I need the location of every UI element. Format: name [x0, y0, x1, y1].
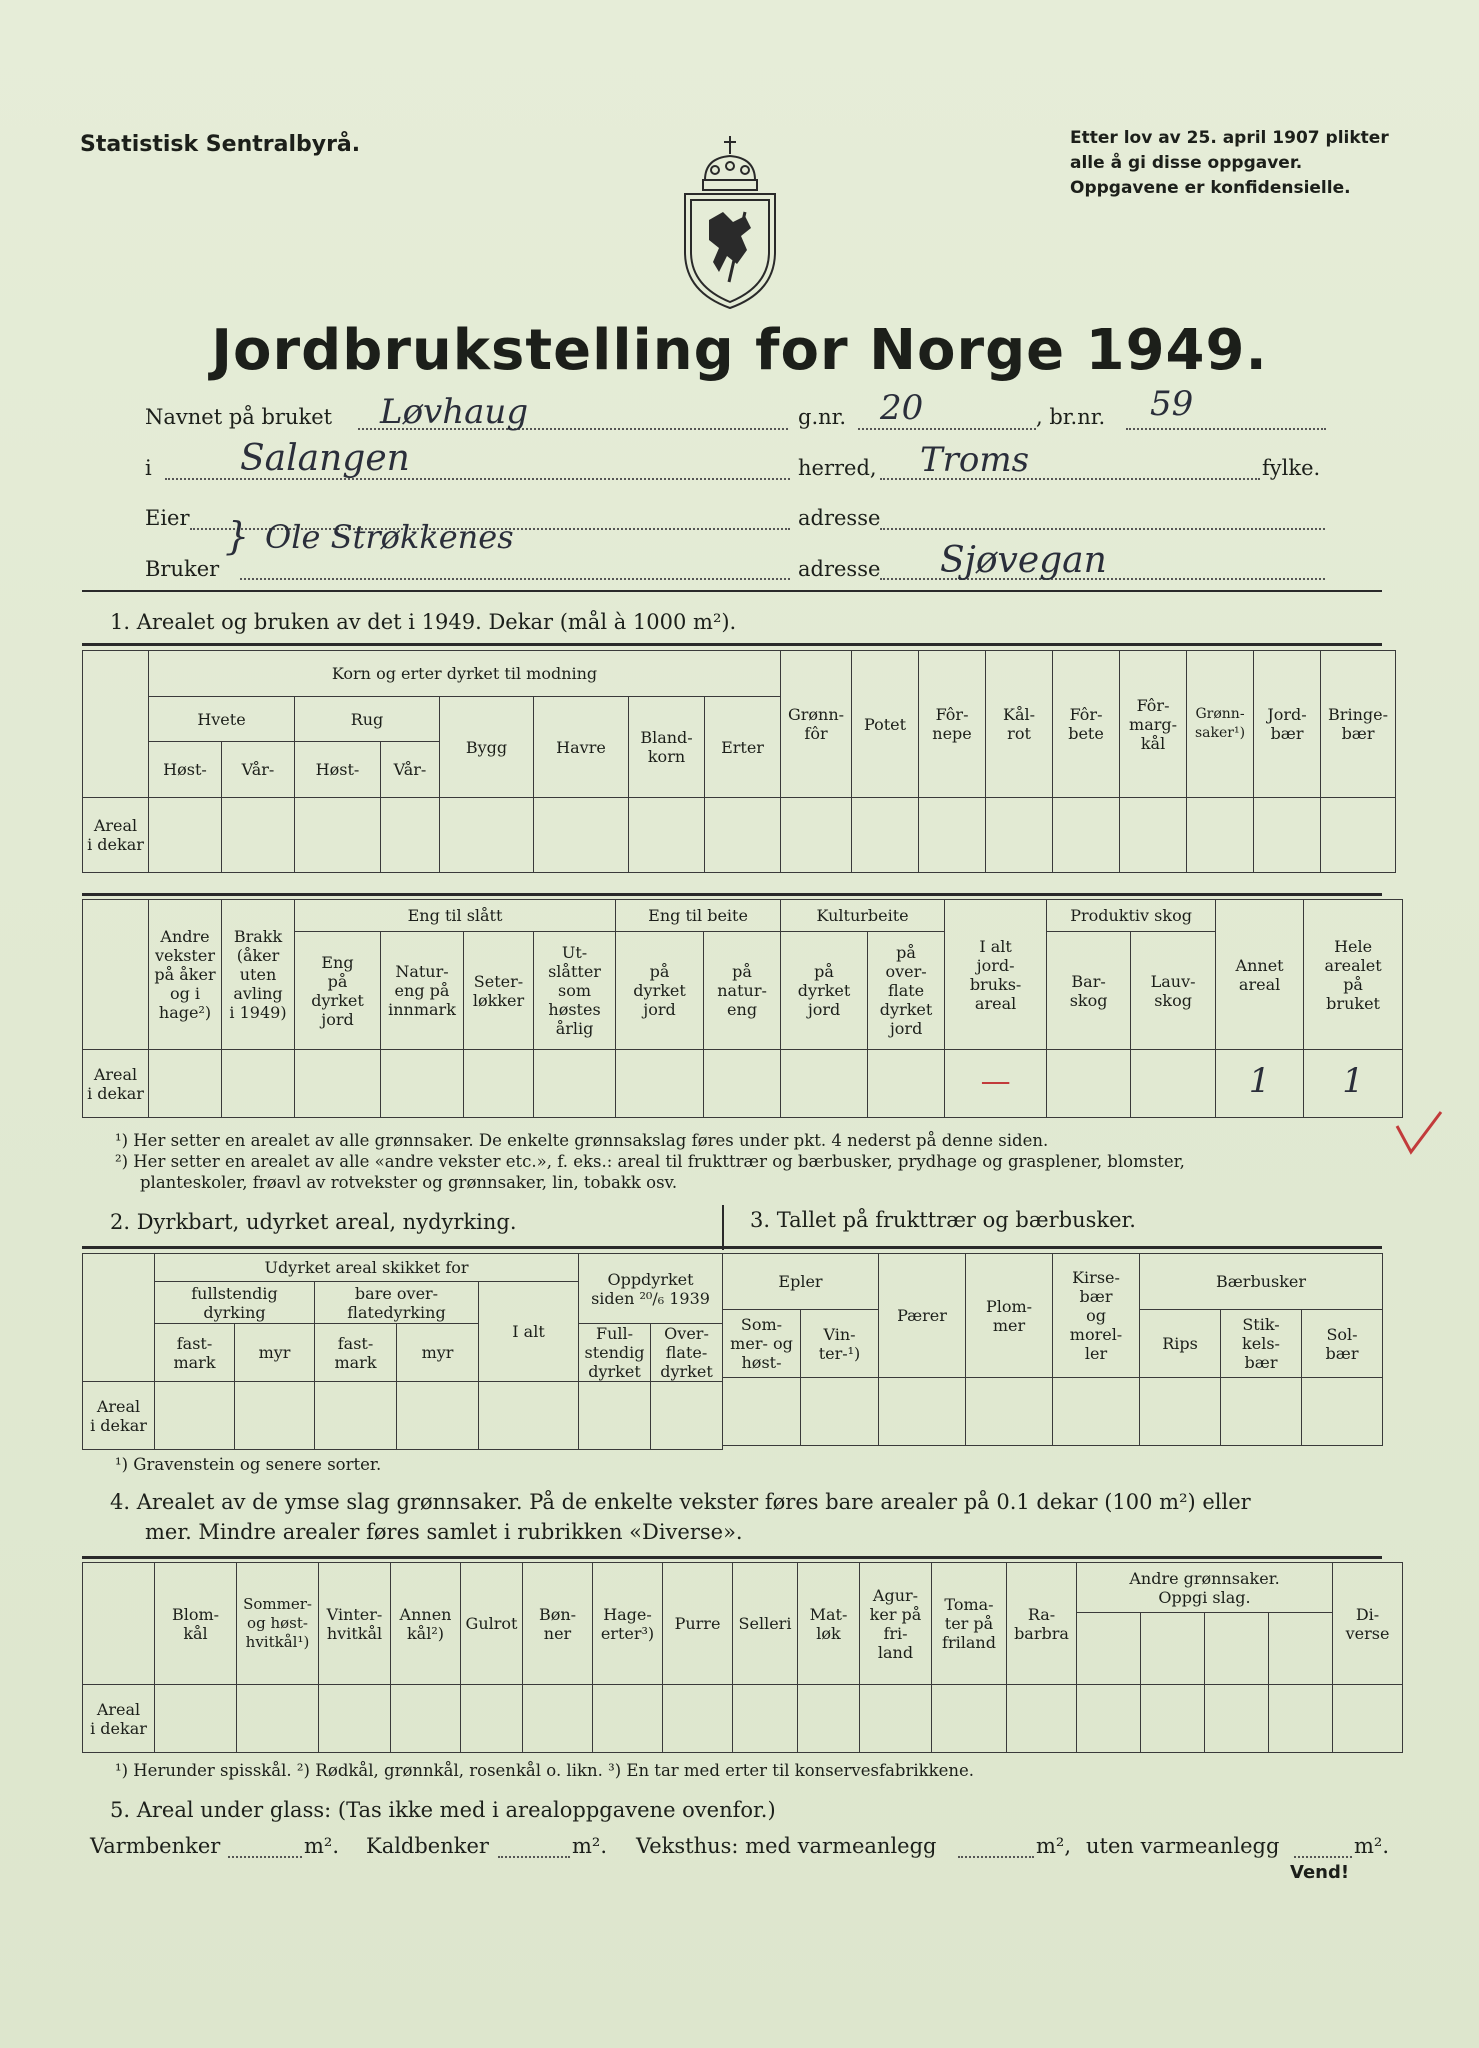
- input-cell[interactable]: [932, 1685, 1007, 1753]
- notice-line-2: alle å gi disse oppgaver.: [1070, 153, 1303, 173]
- col-hvete: Hvete: [149, 697, 295, 742]
- legal-notice: [1070, 126, 1389, 201]
- input-cell[interactable]: [1321, 798, 1396, 873]
- col-fastmark-1: fast- mark: [155, 1324, 235, 1382]
- input-cell[interactable]: [391, 1685, 461, 1753]
- land-use-table: [82, 899, 1403, 1118]
- veksthus-label: Veksthus: med varmeanlegg: [636, 1834, 937, 1858]
- input-cell[interactable]: [723, 1378, 801, 1446]
- udyrket-header: Udyrket areal skikket for: [155, 1254, 579, 1282]
- input-cell[interactable]: [801, 1378, 879, 1446]
- col-hele: Hele arealet på bruket: [1304, 900, 1403, 1050]
- col-bringebaer: Bringe- bær: [1321, 651, 1396, 798]
- col-myr-1: myr: [235, 1324, 315, 1382]
- input-cell[interactable]: [523, 1685, 593, 1753]
- input-cell[interactable]: [1053, 1378, 1140, 1446]
- col-eng-dyrket: Eng på dyrket jord: [295, 932, 381, 1050]
- input-cell[interactable]: [295, 798, 381, 873]
- input-cell[interactable]: [629, 798, 705, 873]
- uten-label: uten varmeanlegg: [1086, 1834, 1280, 1858]
- input-cell[interactable]: [663, 1685, 733, 1753]
- kulturbeite-header: Kulturbeite: [781, 900, 945, 932]
- col-hvete-host: Høst-: [149, 742, 222, 798]
- input-cell[interactable]: [986, 798, 1053, 873]
- input-cell[interactable]: [295, 1050, 381, 1118]
- user-label: Bruker: [145, 557, 220, 581]
- notice-line-1: Etter lov av 25. april 1907 plikter: [1070, 128, 1389, 148]
- input-cell[interactable]: [1254, 798, 1321, 873]
- input-cell[interactable]: [1053, 798, 1120, 873]
- input-cell[interactable]: [1141, 1685, 1205, 1753]
- varmbenker-unit: m².: [304, 1834, 340, 1858]
- col-erter: Erter: [705, 697, 781, 798]
- input-cell[interactable]: [616, 1050, 704, 1118]
- epler-header: Epler: [723, 1254, 879, 1310]
- col-myr-2: myr: [397, 1324, 479, 1382]
- eng-beite-header: Eng til beite: [616, 900, 781, 932]
- input-cell[interactable]: [879, 1378, 966, 1446]
- brnr-value: 59: [1150, 384, 1194, 424]
- col-i-alt: I alt jord- bruks- areal: [945, 900, 1047, 1050]
- user-address-label: adresse: [798, 557, 881, 581]
- owner-address-label: adresse: [798, 506, 881, 530]
- grain-group-header: Korn og erter dyrket til modning: [149, 651, 781, 697]
- row-label-area: Areal i dekar: [83, 1382, 155, 1450]
- input-cell-annet[interactable]: [1216, 1050, 1304, 1118]
- vegetables-table: [82, 1562, 1403, 1753]
- input-cell[interactable]: [1302, 1378, 1383, 1446]
- farm-name-value: Løvhaug: [380, 392, 529, 432]
- input-cell[interactable]: [868, 1050, 945, 1118]
- section4-heading-2: mer. Mindre arealer føres samlet i rubrikken «Diverse».: [145, 1520, 743, 1544]
- section2-heading: 2. Dyrkbart, udyrket areal, nydyrking.: [110, 1210, 517, 1234]
- input-cell-hele[interactable]: [1304, 1050, 1403, 1118]
- address-value: Sjøvegan: [940, 540, 1107, 581]
- col-overflate: Over- flate- dyrket: [651, 1324, 723, 1382]
- input-cell[interactable]: [149, 798, 222, 873]
- input-cell[interactable]: [381, 798, 440, 873]
- input-cell[interactable]: [479, 1382, 579, 1450]
- uten-unit: m².: [1354, 1834, 1390, 1858]
- fruit-trees-table: [722, 1253, 1383, 1446]
- fylke-label: fylke.: [1262, 456, 1321, 480]
- section5-heading: 5. Areal under glass: (Tas ikke med i arealoppgavene ovenfor.): [110, 1798, 776, 1822]
- col-forbete: Fôr- bete: [1053, 651, 1120, 798]
- herred-label: herred,: [798, 456, 877, 480]
- col-rug-var: Vår-: [381, 742, 440, 798]
- herred-value: Salangen: [240, 438, 410, 479]
- skog-header: Produktiv skog: [1047, 900, 1216, 932]
- input-cell[interactable]: [781, 798, 852, 873]
- kaldbenker-unit: m².: [572, 1834, 608, 1858]
- input-cell[interactable]: [534, 1050, 616, 1118]
- input-cell[interactable]: [1205, 1685, 1269, 1753]
- coat-of-arms-icon: [675, 132, 785, 312]
- input-cell-i-alt[interactable]: [945, 1050, 1047, 1118]
- col-jordbaer: Jord- bær: [1254, 651, 1321, 798]
- input-cell[interactable]: [1047, 1050, 1131, 1118]
- input-cell[interactable]: [852, 798, 919, 873]
- input-cell[interactable]: [593, 1685, 663, 1753]
- input-cell[interactable]: [798, 1685, 860, 1753]
- veg-col-tomater: Toma- ter på friland: [932, 1563, 1007, 1685]
- input-cell[interactable]: [651, 1382, 723, 1450]
- input-cell[interactable]: [860, 1685, 932, 1753]
- col-beite-dyrket: på dyrket jord: [616, 932, 704, 1050]
- footnote-1: ¹) Her setter en arealet av alle grønnsaker. De enkelte grønnsakslag føres under pkt. 4 nederst på denne siden.: [115, 1131, 1049, 1150]
- col-rug-host: Høst-: [295, 742, 381, 798]
- col-barskog: Bar- skog: [1047, 932, 1131, 1050]
- col-vinter: Vin- ter-¹): [801, 1310, 879, 1378]
- col-sommer-host: Som- mer- og høst-: [723, 1310, 801, 1378]
- fylke-value: Troms: [920, 440, 1030, 480]
- eng-slatt-header: Eng til slått: [295, 900, 616, 932]
- crops-table: [82, 650, 1396, 873]
- col-stikkelsbaer: Stik- kels- bær: [1221, 1310, 1302, 1378]
- veg-col-purre: Purre: [663, 1563, 733, 1685]
- farm-name-label: Navnet på bruket: [145, 405, 333, 429]
- gnr-value: 20: [880, 388, 924, 428]
- input-cell[interactable]: [733, 1685, 798, 1753]
- input-cell[interactable]: [1140, 1378, 1221, 1446]
- form-title: Jordbrukstelling for Norge 1949.: [211, 318, 1268, 383]
- full-header: fullstendig dyrking: [155, 1282, 315, 1324]
- bureau-name: Statistisk Sentralbyrå.: [80, 132, 361, 157]
- andre-gronnsaker-header: Andre grønnsaker. Oppgi slag.: [1077, 1563, 1333, 1613]
- section4-footnote: ¹) Herunder spisskål. ²) Rødkål, grønnkål, rosenkål o. likn. ³) En tar med erter til konservesfabrikkene.: [115, 1761, 975, 1780]
- col-beite-natur: på natur- eng: [704, 932, 781, 1050]
- col-utslatter: Ut- slåtter som høstes årlig: [534, 932, 616, 1050]
- input-cell[interactable]: [781, 1050, 868, 1118]
- section4-heading-1: 4. Arealet av de ymse slag grønnsaker. På de enkelte vekster føres bare arealer på 0.1 dekar (100 m²) eller: [110, 1490, 1251, 1514]
- kaldbenker-label: Kaldbenker: [366, 1834, 489, 1858]
- input-cell[interactable]: [1120, 798, 1187, 873]
- footnote-2a: ²) Her setter en arealet av alle «andre vekster etc.», f. eks.: areal til frukttrær og bærbusker, prydhage og grasplener, blomster,: [115, 1152, 1185, 1171]
- col-gronnsaker: Grønn- saker¹): [1187, 651, 1254, 798]
- input-cell[interactable]: [397, 1382, 479, 1450]
- footnote-2b: planteskoler, frøavl av rotvekster og grønnsaker, lin, tobakk osv.: [140, 1173, 678, 1192]
- col-annet: Annet areal: [1216, 900, 1304, 1050]
- input-cell[interactable]: [222, 798, 295, 873]
- col-fornepe: Fôr- nepe: [919, 651, 986, 798]
- input-cell[interactable]: [222, 1050, 295, 1118]
- input-cell[interactable]: [704, 1050, 781, 1118]
- input-cell[interactable]: [1333, 1685, 1403, 1753]
- oppdyrket-header: Oppdyrket siden ²⁰/₆ 1939: [579, 1254, 723, 1324]
- col-havre: Havre: [534, 697, 629, 798]
- input-cell[interactable]: [319, 1685, 391, 1753]
- input-cell[interactable]: [1077, 1685, 1141, 1753]
- row-label-area: Areal i dekar: [83, 1685, 155, 1753]
- veg-col-sommerhvitkal: Sommer- og høst- hvitkål¹): [237, 1563, 319, 1685]
- other-veg-name-cell[interactable]: [1205, 1613, 1269, 1685]
- red-dash-mark: —: [980, 1064, 1011, 1099]
- col-kirsebaer: Kirse- bær og morel- ler: [1053, 1254, 1140, 1378]
- col-kultur-dyrket: på dyrket jord: [781, 932, 868, 1050]
- brnr-label: , br.nr.: [1036, 405, 1106, 429]
- in-label: i: [145, 456, 152, 480]
- input-cell[interactable]: [705, 798, 781, 873]
- row-label-area: Areal i dekar: [83, 1050, 149, 1118]
- col-formargkal: Fôr- marg- kål: [1120, 651, 1187, 798]
- input-cell[interactable]: [464, 1050, 534, 1118]
- veg-col-gulrot: Gulrot: [461, 1563, 523, 1685]
- input-cell[interactable]: [534, 798, 629, 873]
- veg-col-agurker: Agur- ker på fri- land: [860, 1563, 932, 1685]
- col-hvete-var: Vår-: [222, 742, 295, 798]
- veg-col-blomkal: Blom- kål: [155, 1563, 237, 1685]
- input-cell[interactable]: [1131, 1050, 1216, 1118]
- col-andre-vekster: Andre vekster på åker og i hage²): [149, 900, 222, 1050]
- input-cell[interactable]: [235, 1382, 315, 1450]
- col-kultur-overflate: på over- flate dyrket jord: [868, 932, 945, 1050]
- input-cell[interactable]: [155, 1685, 237, 1753]
- section2-footnote: ¹) Gravenstein og senere sorter.: [115, 1455, 382, 1474]
- veg-col-bonner: Bøn- ner: [523, 1563, 593, 1685]
- veg-col-annenkal: Annen kål²): [391, 1563, 461, 1685]
- section1-heading: 1. Arealet og bruken av det i 1949. Dekar (mål à 1000 m²).: [110, 610, 737, 634]
- col-rips: Rips: [1140, 1310, 1221, 1378]
- other-veg-name-cell[interactable]: [1141, 1613, 1205, 1685]
- gnr-label: g.nr.: [798, 405, 847, 429]
- col-gronnfor: Grønn- fôr: [781, 651, 852, 798]
- input-cell[interactable]: [966, 1378, 1053, 1446]
- input-cell[interactable]: [155, 1382, 235, 1450]
- col-blandkorn: Bland- korn: [629, 697, 705, 798]
- col-fastmark-2: fast- mark: [315, 1324, 397, 1382]
- turn-page-label: Vend!: [1290, 1862, 1350, 1883]
- bare-header: bare over- flatedyrking: [315, 1282, 479, 1324]
- input-cell[interactable]: [1269, 1685, 1333, 1753]
- red-checkmark-icon: [1393, 1108, 1445, 1158]
- col-bygg: Bygg: [440, 697, 534, 798]
- section3-heading: 3. Tallet på frukttrær og bærbusker.: [750, 1208, 1136, 1232]
- col-lauvskog: Lauv- skog: [1131, 932, 1216, 1050]
- col-brakk: Brakk (åker uten avling i 1949): [222, 900, 295, 1050]
- veksthus-unit: m²,: [1036, 1834, 1072, 1858]
- col-potet: Potet: [852, 651, 919, 798]
- input-cell[interactable]: [149, 1050, 222, 1118]
- col-paerer: Pærer: [879, 1254, 966, 1378]
- input-cell[interactable]: [1221, 1378, 1302, 1446]
- col-kalrot: Kål- rot: [986, 651, 1053, 798]
- input-cell[interactable]: [237, 1685, 319, 1753]
- col-seter: Seter- løkker: [464, 932, 534, 1050]
- col-i-alt: I alt: [479, 1282, 579, 1382]
- veg-col-rabarbra: Ra- barbra: [1007, 1563, 1077, 1685]
- baerbusker-header: Bærbusker: [1140, 1254, 1383, 1310]
- input-cell[interactable]: [440, 798, 534, 873]
- input-cell[interactable]: [315, 1382, 397, 1450]
- col-naturgeng: Natur- eng på innmark: [381, 932, 464, 1050]
- veg-col-matlok: Mat- løk: [798, 1563, 860, 1685]
- uncultivated-table: [82, 1253, 723, 1450]
- col-plommer: Plom- mer: [966, 1254, 1053, 1378]
- col-fullstendig: Full- stendig dyrket: [579, 1324, 651, 1382]
- input-cell[interactable]: [381, 1050, 464, 1118]
- hele-value: 1: [1342, 1060, 1364, 1101]
- input-cell[interactable]: [461, 1685, 523, 1753]
- notice-line-3: Oppgavene er konfidensielle.: [1070, 178, 1351, 198]
- owner-user-value: Ole Strøkkenes: [265, 518, 514, 556]
- other-veg-name-cell[interactable]: [1269, 1613, 1333, 1685]
- col-rug: Rug: [295, 697, 440, 742]
- input-cell[interactable]: [1007, 1685, 1077, 1753]
- brace-mark: }: [225, 514, 250, 558]
- col-solbaer: Sol- bær: [1302, 1310, 1383, 1378]
- veg-col-hageerter: Hage- erter³): [593, 1563, 663, 1685]
- input-cell[interactable]: [1187, 798, 1254, 873]
- varmbenker-label: Varmbenker: [90, 1834, 221, 1858]
- veg-col-vinterhvitkal: Vinter- hvitkål: [319, 1563, 391, 1685]
- row-label-area: Areal i dekar: [83, 798, 149, 873]
- annet-value: 1: [1248, 1060, 1271, 1101]
- other-veg-name-cell[interactable]: [1077, 1613, 1141, 1685]
- veg-col-diverse: Di- verse: [1333, 1563, 1403, 1685]
- owner-label: Eier: [145, 506, 190, 530]
- input-cell[interactable]: [579, 1382, 651, 1450]
- input-cell[interactable]: [919, 798, 986, 873]
- veg-col-selleri: Selleri: [733, 1563, 798, 1685]
